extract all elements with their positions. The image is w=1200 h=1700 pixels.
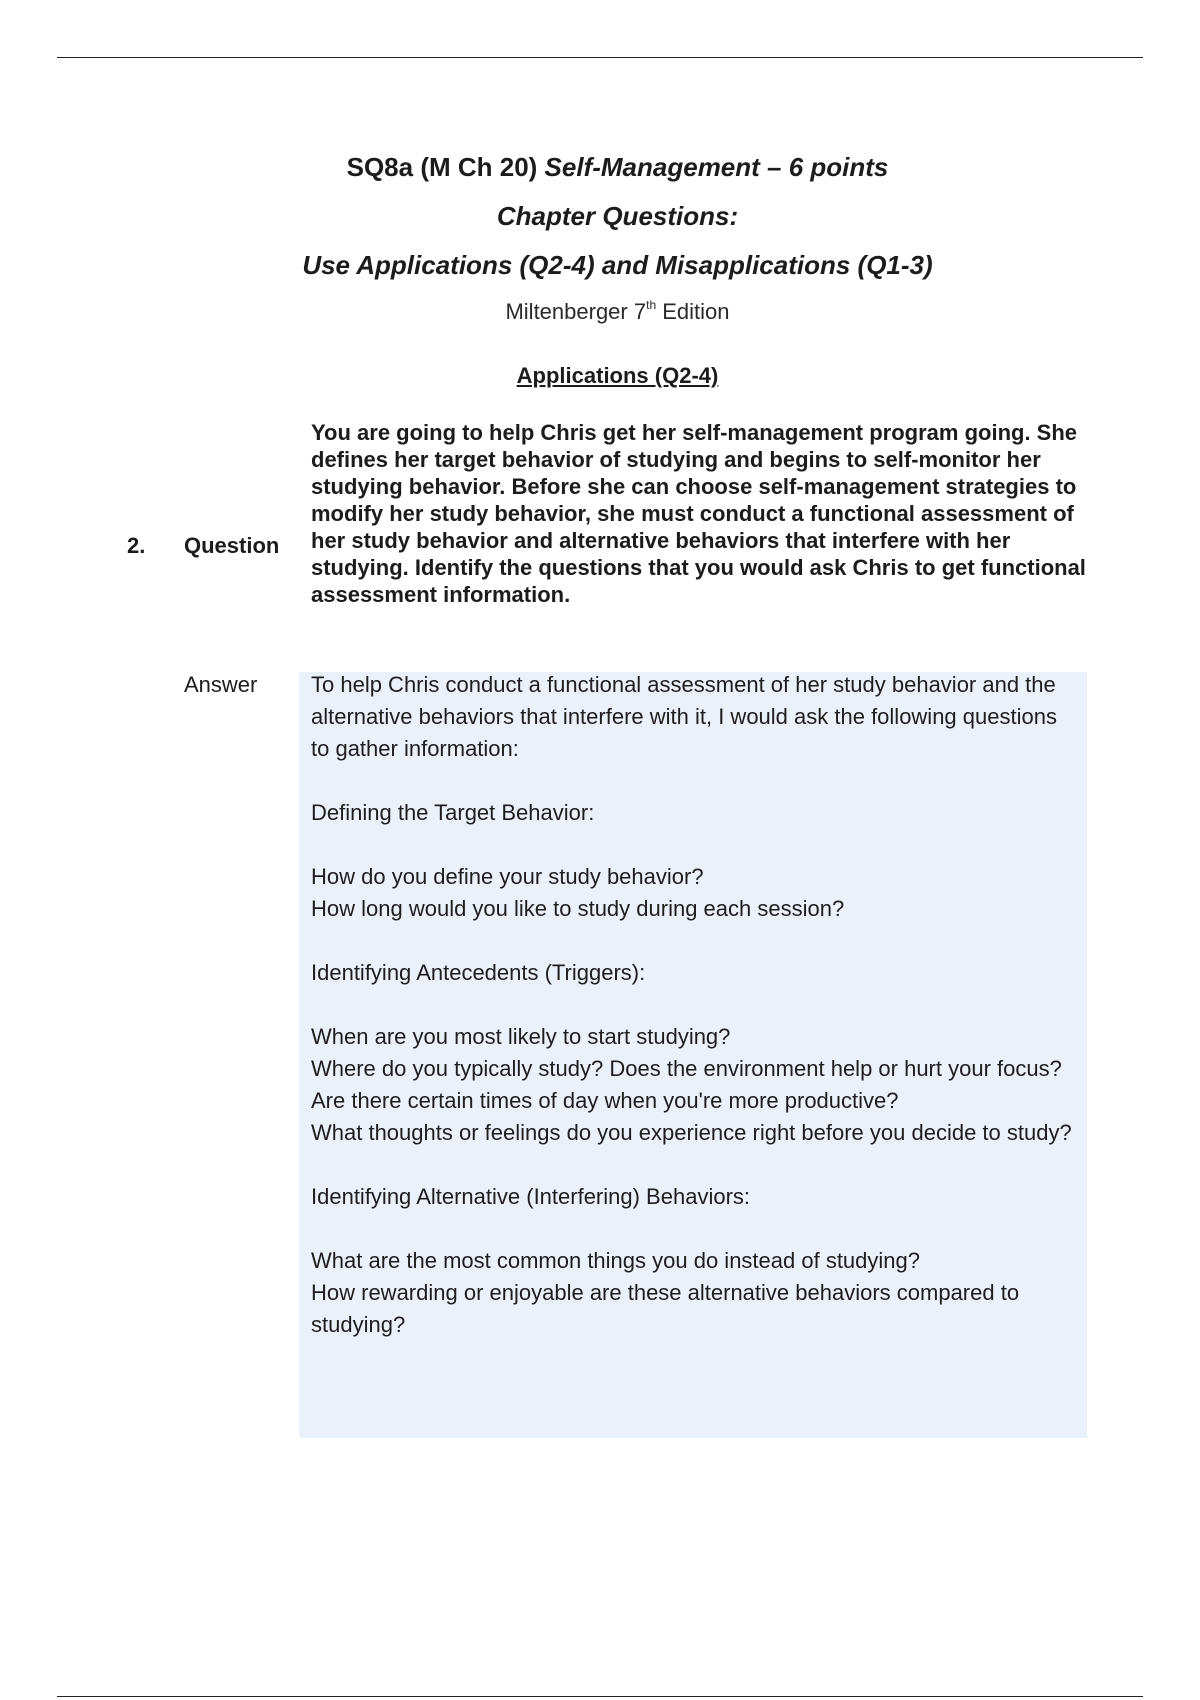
answer-question: How do you define your study behavior?	[311, 864, 704, 889]
title-code: SQ8a (M Ch 20)	[346, 152, 545, 182]
subtitle-applications: Use Applications (Q2-4) and Misapplications (Q1-3)	[302, 250, 933, 280]
answer-question: What are the most common things you do instead of studying?	[311, 1248, 920, 1273]
answer-question: Are there certain times of day when you're more productive?	[311, 1088, 899, 1113]
answer-intro: To help Chris conduct a functional assessment of her study behavior and the alternative behaviors that interfere with it, I would ask the following questions to gather information:	[311, 672, 1057, 761]
top-rule	[57, 57, 1143, 58]
answer-text	[311, 669, 1081, 1341]
question-number: 2.	[127, 533, 146, 558]
answer-heading-alternatives: Identifying Alternative (Interfering) Behaviors:	[311, 1184, 751, 1209]
answer-question: How long would you like to study during each session?	[311, 896, 845, 921]
edition-line: Miltenberger 7th Edition	[505, 298, 730, 324]
bottom-rule	[57, 1696, 1143, 1697]
answer-question: How rewarding or enjoyable are these alternative behaviors compared to studying?	[311, 1280, 1020, 1337]
subtitle-chapter-questions: Chapter Questions:	[496, 201, 739, 231]
answer-question: Where do you typically study? Does the environment help or hurt your focus?	[311, 1056, 1062, 1081]
answer-question: When are you most likely to start studying?	[311, 1024, 731, 1049]
document-title	[0, 143, 1200, 192]
question-label: Question	[184, 533, 280, 558]
answer-heading-target: Defining the Target Behavior:	[311, 800, 595, 825]
section-heading: Applications (Q2-4)	[516, 363, 719, 388]
question-text: You are going to help Chris get her self-management program going. She defines her target behavior of studying and begins to self-monitor her studying behavior. Before she can choose self-management strategies to modify her study behavior, she must conduct a functional assessment of her study behavior and alternative behaviors that interfere with her studying. Identify the questions that you would ask Chris to get functional assessment information.	[311, 420, 1086, 607]
title-topic: Self-Management – 6 points	[544, 152, 889, 182]
answer-question: What thoughts or feelings do you experience right before you decide to study?	[311, 1120, 1072, 1145]
answer-heading-antecedents: Identifying Antecedents (Triggers):	[311, 960, 646, 985]
answer-label: Answer	[184, 672, 258, 697]
document-header	[0, 143, 1200, 332]
